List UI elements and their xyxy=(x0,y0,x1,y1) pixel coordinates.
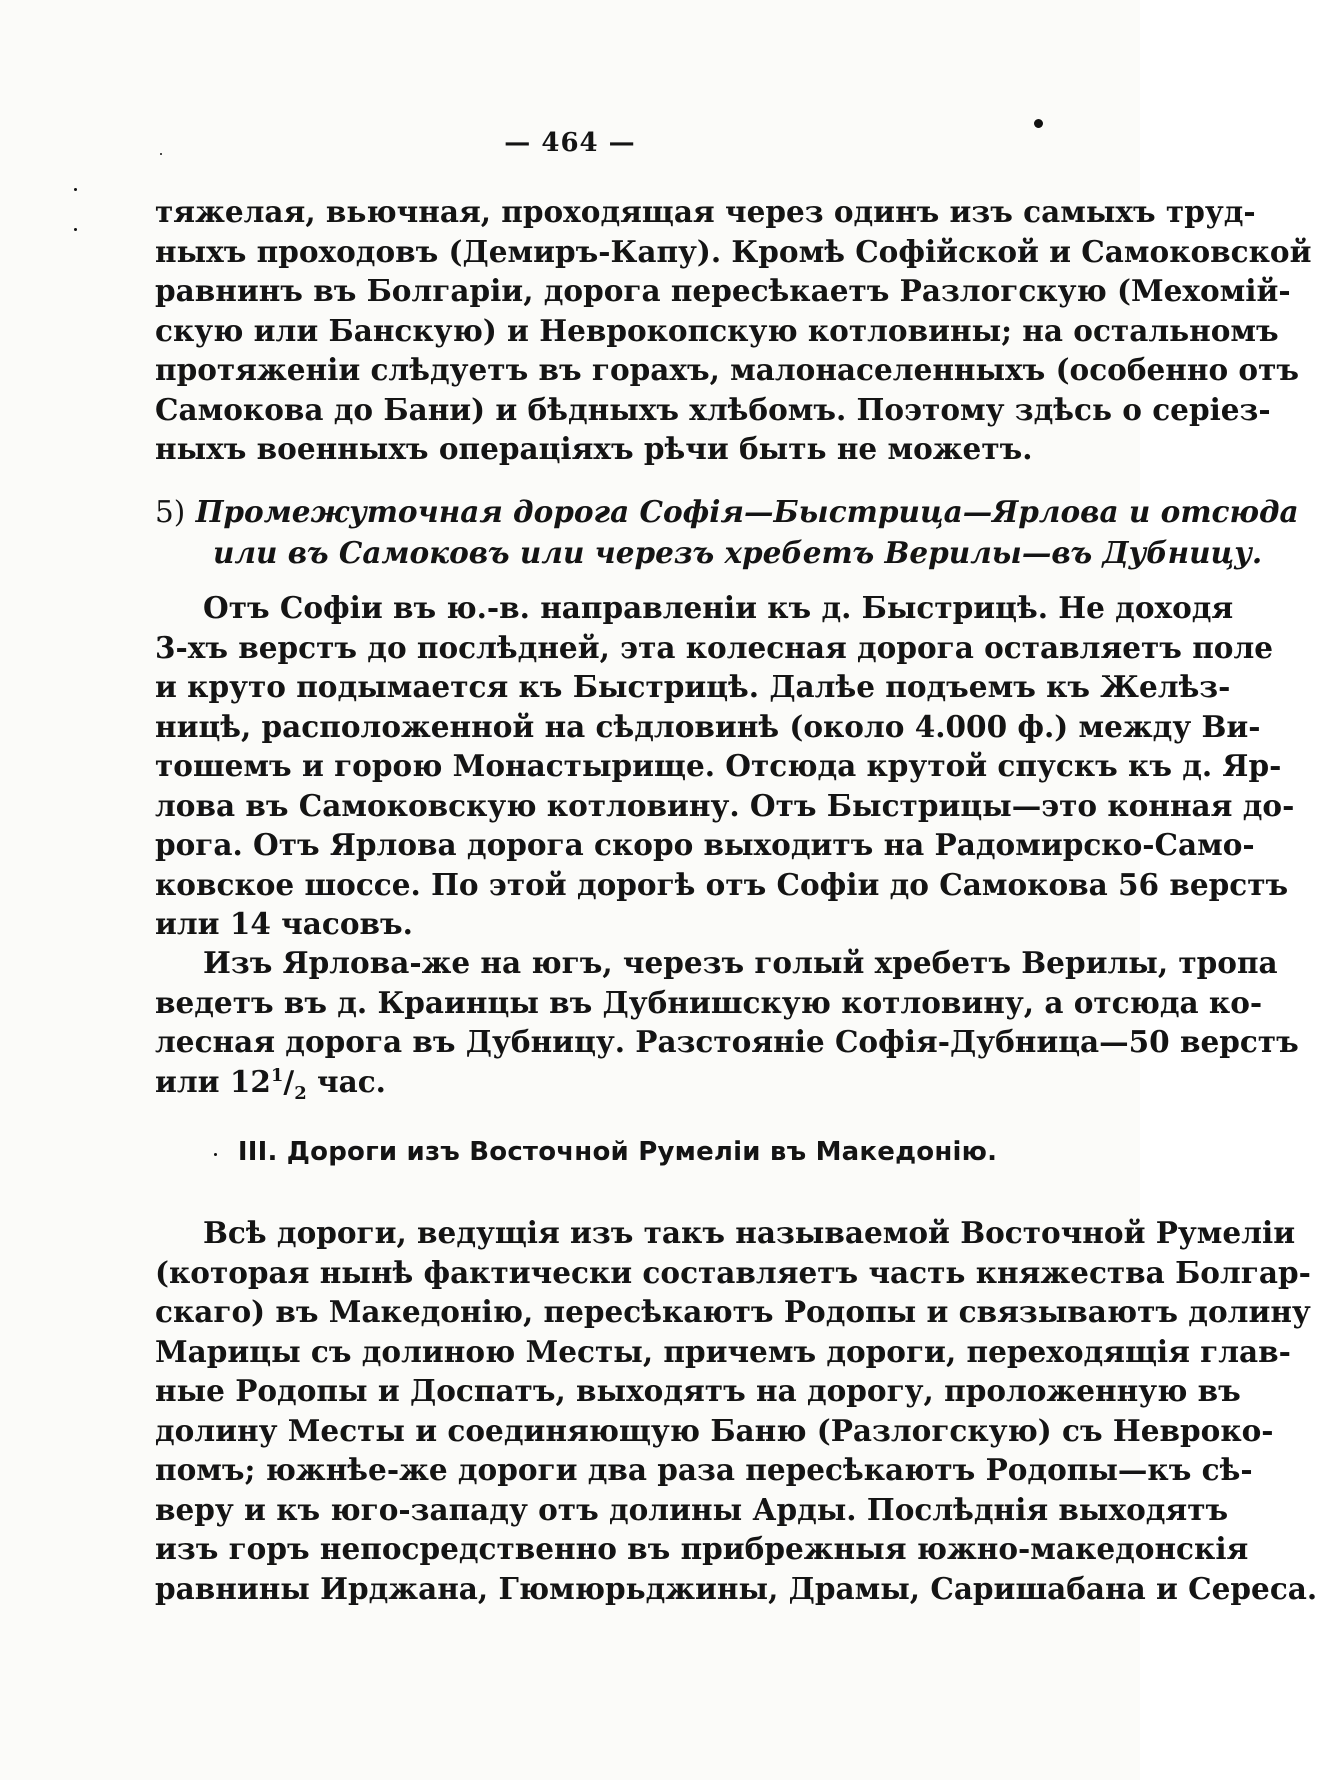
text-line: тяжелая, вьючная, проходящая через одинъ изъ самыхъ труд- xyxy=(155,194,1256,229)
paragraph-continuation xyxy=(155,192,1312,469)
text-fragment: или 12 xyxy=(155,1063,271,1099)
section-heading: III. Дороги изъ Восточной Румеліи въ Македонію. xyxy=(237,1137,998,1167)
paragraph-bystritsa-route xyxy=(155,588,1295,944)
print-speck xyxy=(160,153,162,155)
text-line: лесная дорога въ Дубницу. Разстояніе Софія-Дубница—50 верстъ xyxy=(155,1024,1299,1059)
text-line: тошемъ и горою Монастырище. Отсюда крутой спускъ къ д. Яр- xyxy=(155,748,1282,783)
text-line: веру и къ юго-западу отъ долины Арды. Послѣднія выходятъ xyxy=(155,1491,1229,1527)
text-line: Самокова до Бани) и бѣдныхъ хлѣбомъ. Поэтому здѣсь о серіез- xyxy=(155,391,1271,427)
text-line: ковское шоссе. По этой дорогѣ отъ Софіи до Самокова 56 верстъ xyxy=(155,866,1289,902)
text-line xyxy=(155,1062,1080,1102)
text-line: помъ; южнѣе-же дороги два раза пересѣкаютъ Родопы—къ сѣ- xyxy=(155,1452,1253,1487)
text-line: долину Месты и соединяющую Баню (Разлогскую) съ Неврoко- xyxy=(155,1412,1274,1448)
text-line: ведетъ въ д. Краинцы въ Дубнишскую котловину, а отсюда ко- xyxy=(155,984,1263,1020)
page-number: — 464 — xyxy=(504,128,636,158)
fraction-denominator: 2 xyxy=(294,1082,307,1104)
text-line: рога. Отъ Ярлова дорога скоро выходитъ на Радомирско-Само- xyxy=(155,827,1255,862)
text-fragment: час. xyxy=(306,1063,386,1099)
text-line: ные Родопы и Доспатъ, выходятъ на дорогу, проложенную въ xyxy=(155,1373,1241,1408)
text-line: Всѣ дороги, ведущія изъ такъ называемой Восточной Румеліи xyxy=(203,1215,1296,1250)
text-line: изъ горъ непосредственно въ прибрежныя южно-македонскія xyxy=(155,1531,1249,1566)
text-line: ныхъ проходовъ (Демиръ-Капу). Кромѣ Софійской и Самоковской xyxy=(155,233,1312,269)
paragraph-rumelia-roads xyxy=(155,1213,1317,1608)
text-line: лова въ Самоковскую котловину. Отъ Быстрицы—это конная до- xyxy=(155,787,1295,823)
fraction-slash: / xyxy=(283,1063,295,1099)
text-line: протяженіи слѣдуетъ въ горахъ, малонаселенныхъ (особенно отъ xyxy=(155,352,1300,387)
item-title-line-2: или въ Самоковъ или черезъ хребетъ Верилы—въ Дубницу. xyxy=(213,534,1263,570)
text-line: скаго) въ Македонію, пересѣкаютъ Родопы и связываютъ долину xyxy=(155,1294,1311,1329)
text-line: 3-хъ верстъ до послѣдней, эта колесная дорога оставляетъ поле xyxy=(155,629,1274,665)
text-line: равнинъ въ Болгаріи, дорога пересѣкаетъ Разлогскую (Мехомій- xyxy=(155,273,1291,308)
text-line: Отъ Софіи въ ю.-в. направленіи къ д. Быстрицѣ. Не доходя xyxy=(203,590,1234,625)
item-title-line-1: Промежуточная дорога Софія—Быстрица—Ярлова и отсюда xyxy=(195,494,1299,529)
text-line: (которая нынѣ фактически составляетъ часть княжества Болгар- xyxy=(155,1254,1311,1290)
item-5-heading xyxy=(155,492,1299,572)
text-line: и круто подымается къ Быстрицѣ. Далѣе подъемъ къ Желѣз- xyxy=(155,669,1231,704)
item-number: 5) xyxy=(155,495,186,529)
text-line: скую или Банскую) и Неврокопскую котловины; на остальномъ xyxy=(155,312,1279,348)
print-speck xyxy=(74,228,77,231)
text-line: ницѣ, расположенной на сѣдловинѣ (около 4.000 ф.) между Ви- xyxy=(155,708,1261,744)
text-line: равнины Ирджана, Гюмюрьджины, Драмы, Саришабана и Сереса. xyxy=(155,1570,1317,1606)
print-speck xyxy=(1034,119,1043,128)
paragraph-verila-trail xyxy=(155,943,1299,1104)
text-line: или 14 часовъ. xyxy=(155,906,413,941)
fraction-numerator: 1 xyxy=(270,1064,284,1086)
text-line: Изъ Ярлова-же на югъ, черезъ голый хребетъ Верилы, тропа xyxy=(203,945,1278,980)
print-speck xyxy=(74,188,77,191)
text-line: ныхъ военныхъ операціяхъ рѣчи быть не можетъ. xyxy=(155,431,1033,466)
text-line: Марицы съ долиною Месты, причемъ дороги, переходящія глав- xyxy=(155,1333,1291,1369)
